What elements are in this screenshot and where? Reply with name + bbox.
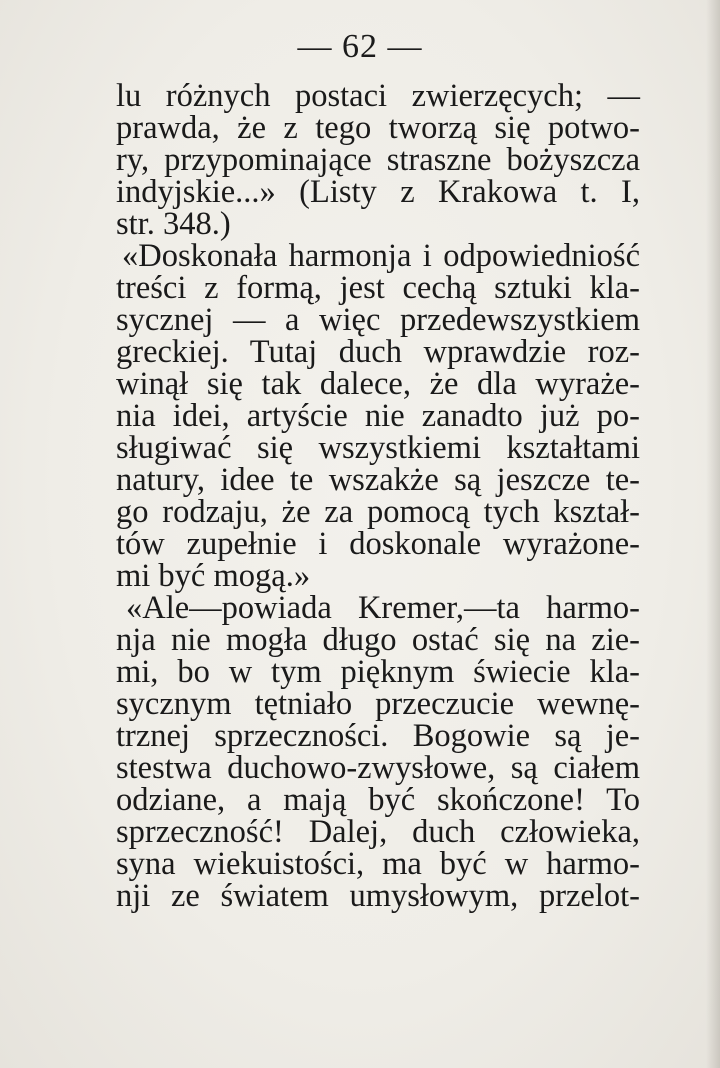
text-line: str. 348.) xyxy=(116,206,231,242)
text-line: sycznym tętniało przeczucie wewnę- xyxy=(116,686,640,722)
text-line: go rodzaju, że za pomocą tych kształ- xyxy=(116,494,640,530)
text-line: odziane, a mają być skończone! To xyxy=(116,782,640,818)
page-number: — 62 — xyxy=(297,28,423,65)
text-line: sługiwać się wszystkiemi kształtami xyxy=(116,430,640,466)
text-line: trznej sprzeczności. Bogowie są je- xyxy=(116,718,640,754)
text-line: tów zupełnie i doskonale wyrażone- xyxy=(116,526,640,562)
text-line: natury, idee te wszakże są jeszcze te- xyxy=(116,462,640,498)
text-line: nja nie mogła długo ostać się na zie- xyxy=(116,622,640,658)
paragraph-start-line: «Ale—powiada Kremer,—ta harmo- xyxy=(126,590,640,626)
text-line: mi, bo w tym pięknym świecie kla- xyxy=(116,654,640,690)
text-line: syna wiekuistości, ma być w harmo- xyxy=(116,846,640,882)
text-line: nji ze światem umysłowym, przelot- xyxy=(116,878,640,914)
text-line: ry, przypominające straszne bożyszcza xyxy=(116,142,640,178)
text-line: greckiej. Tutaj duch wprawdzie roz- xyxy=(116,334,640,370)
text-line: treści z formą, jest cechą sztuki kla- xyxy=(116,270,640,306)
paragraph-start-line: «Doskonała harmonja i odpowiedniość xyxy=(122,238,640,274)
text-line: sprzeczność! Dalej, duch człowieka, xyxy=(116,814,640,850)
text-line: mi być mogą.» xyxy=(116,558,311,594)
text-line: lu różnych postaci zwierzęcych; — xyxy=(116,78,640,114)
text-line: stestwa duchowo-zwysłowe, są ciałem xyxy=(116,750,640,786)
text-line: indyjskie...» (Listy z Krakowa t. I, xyxy=(116,174,640,210)
body-text xyxy=(116,80,640,912)
text-line: nia idei, artyście nie zanadto już po- xyxy=(116,398,640,434)
text-line: winął się tak dalece, że dla wyraże- xyxy=(116,366,640,402)
text-line: prawda, że z tego tworzą się potwo- xyxy=(116,110,640,146)
text-line: sycznej — a więc przedewszystkiem xyxy=(116,302,640,338)
page-edge-shadow xyxy=(706,0,720,1068)
